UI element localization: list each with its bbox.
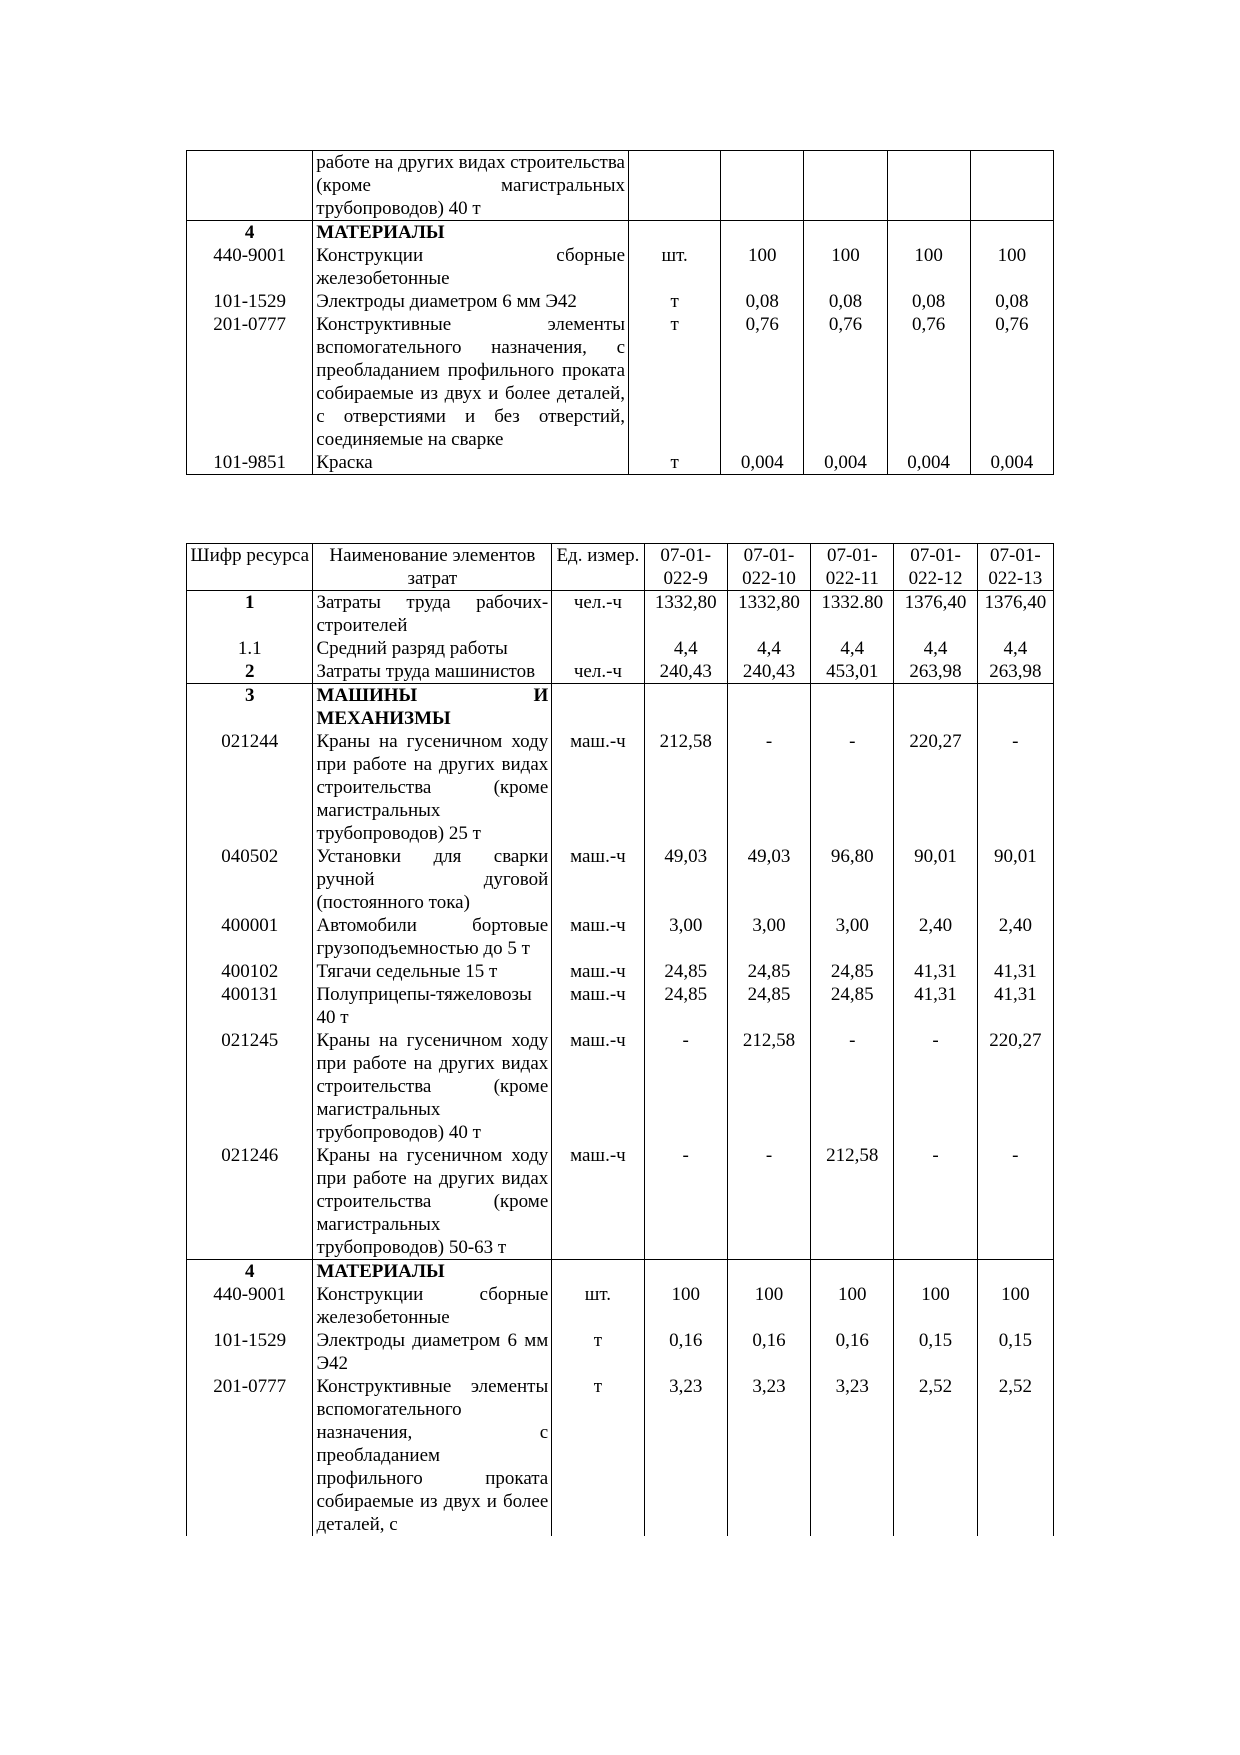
value-cell: 2,52 (977, 1375, 1053, 1536)
header-col-4: 07-01-022-12 (894, 544, 977, 591)
value-cell: 0,004 (887, 451, 970, 475)
unit-of-measure: маш.-ч (552, 960, 644, 983)
value-cell: 100 (644, 1283, 727, 1329)
value-cell: 100 (811, 1283, 894, 1329)
value-cell: 4,4 (894, 637, 977, 660)
table-row (187, 451, 1054, 475)
value-cell: 220,27 (894, 730, 977, 845)
resource-code: 021244 (187, 730, 313, 845)
unit-of-measure: шт. (552, 1283, 644, 1329)
cost-element-name: МАТЕРИАЛЫ (313, 221, 629, 245)
resource-code: 021245 (187, 1029, 313, 1144)
value-cell: 0,76 (887, 313, 970, 451)
value-cell: 0,16 (644, 1329, 727, 1375)
unit-of-measure (629, 151, 721, 221)
value-cell: 96,80 (811, 845, 894, 914)
value-cell: 24,85 (644, 960, 727, 983)
unit-of-measure: т (629, 313, 721, 451)
value-cell (811, 1260, 894, 1284)
cost-element-name: Краны на гусеничном ходу при работе на других видах строительства (кроме магистральных трубопроводов) 50-63 т (313, 1144, 552, 1260)
table-row (187, 960, 1054, 983)
value-cell: - (977, 1144, 1053, 1260)
table-row (187, 290, 1054, 313)
value-cell (887, 221, 970, 245)
table-row (187, 1283, 1054, 1329)
unit-of-measure: чел.-ч (552, 660, 644, 684)
value-cell (804, 221, 887, 245)
value-cell: - (644, 1144, 727, 1260)
cost-element-name: Тягачи седельные 15 т (313, 960, 552, 983)
value-cell: 212,58 (727, 1029, 810, 1144)
value-cell: 24,85 (727, 983, 810, 1029)
unit-of-measure: маш.-ч (552, 845, 644, 914)
value-cell: 24,85 (727, 960, 810, 983)
cost-element-name: Конструктивные элементы вспомогательного назначения, с преобладанием профильного проката собираемые из двух и более деталей, с отверстиями и без отверстий, соединяемые на сварке (313, 313, 629, 451)
cost-element-name: работе на других видах строительства (кроме магистральных трубопроводов) 40 т (313, 151, 629, 221)
value-cell: 4,4 (977, 637, 1053, 660)
value-cell: 212,58 (644, 730, 727, 845)
value-cell: 0,004 (721, 451, 804, 475)
value-cell: 41,31 (894, 983, 977, 1029)
value-cell: 1332,80 (727, 591, 810, 638)
table-row (187, 914, 1054, 960)
header-col-5: 07-01-022-13 (977, 544, 1053, 591)
table-row (187, 151, 1054, 221)
header-col-1: 07-01-022-9 (644, 544, 727, 591)
value-cell: 263,98 (977, 660, 1053, 684)
unit-of-measure: чел.-ч (552, 591, 644, 638)
cost-element-name: Затраты труда машинистов (313, 660, 552, 684)
unit-of-measure (552, 1260, 644, 1284)
value-cell: 2,40 (894, 914, 977, 960)
value-cell: 220,27 (977, 1029, 1053, 1144)
value-cell: 1332,80 (644, 591, 727, 638)
value-cell: 212,58 (811, 1144, 894, 1260)
resource-code: 021246 (187, 1144, 313, 1260)
table-row (187, 845, 1054, 914)
value-cell: 100 (970, 244, 1053, 290)
cost-element-name: Электроды диаметром 6 мм Э42 (313, 1329, 552, 1375)
resource-code: 101-1529 (187, 290, 313, 313)
value-cell: 3,23 (727, 1375, 810, 1536)
table-row (187, 637, 1054, 660)
value-cell: 4,4 (811, 637, 894, 660)
value-cell: 3,00 (644, 914, 727, 960)
cost-element-name: Средний разряд работы (313, 637, 552, 660)
value-cell: 24,85 (811, 960, 894, 983)
value-cell: 2,52 (894, 1375, 977, 1536)
value-cell (644, 684, 727, 731)
header-name: Наименование элементов затрат (313, 544, 552, 591)
value-cell: 0,15 (977, 1329, 1053, 1375)
cost-element-name: Краны на гусеничном ходу при работе на других видах строительства (кроме магистральных трубопроводов) 25 т (313, 730, 552, 845)
value-cell: 100 (894, 1283, 977, 1329)
value-cell (811, 684, 894, 731)
resource-code: 400131 (187, 983, 313, 1029)
header-unit: Ед. измер. (552, 544, 644, 591)
value-cell (977, 684, 1053, 731)
value-cell: 453,01 (811, 660, 894, 684)
cost-element-name: Автомобили бортовые грузоподъемностью до 5 т (313, 914, 552, 960)
unit-of-measure (552, 637, 644, 660)
value-cell: 0,16 (811, 1329, 894, 1375)
value-cell: 41,31 (977, 983, 1053, 1029)
value-cell: - (811, 730, 894, 845)
unit-of-measure: маш.-ч (552, 1144, 644, 1260)
table-row (187, 1144, 1054, 1260)
unit-of-measure: маш.-ч (552, 1029, 644, 1144)
unit-of-measure (552, 684, 644, 731)
resource-cost-table (186, 543, 1054, 1536)
value-cell: - (894, 1029, 977, 1144)
value-cell: 4,4 (727, 637, 810, 660)
value-cell: 1376,40 (977, 591, 1053, 638)
cost-element-name: МАТЕРИАЛЫ (313, 1260, 552, 1284)
unit-of-measure: шт. (629, 244, 721, 290)
value-cell: 0,004 (804, 451, 887, 475)
resource-code: 4 (187, 221, 313, 245)
value-cell: 0,08 (804, 290, 887, 313)
value-cell: 100 (721, 244, 804, 290)
resource-code: 440-9001 (187, 244, 313, 290)
table-header-row (187, 544, 1054, 591)
value-cell: 100 (887, 244, 970, 290)
cost-element-name: Затраты труда рабочих-строителей (313, 591, 552, 638)
value-cell: 100 (804, 244, 887, 290)
value-cell: 0,08 (970, 290, 1053, 313)
resource-code: 201-0777 (187, 313, 313, 451)
cost-element-name: Полуприцепы-тяжеловозы 40 т (313, 983, 552, 1029)
value-cell: 3,00 (811, 914, 894, 960)
resource-code: 1.1 (187, 637, 313, 660)
value-cell: 41,31 (977, 960, 1053, 983)
header-col-3: 07-01-022-11 (811, 544, 894, 591)
value-cell: 263,98 (894, 660, 977, 684)
value-cell: 24,85 (644, 983, 727, 1029)
value-cell: - (727, 730, 810, 845)
header-code: Шифр ресурса (187, 544, 313, 591)
table-row (187, 244, 1054, 290)
resource-code: 2 (187, 660, 313, 684)
value-cell: 1376,40 (894, 591, 977, 638)
value-cell: 0,76 (721, 313, 804, 451)
table-row (187, 730, 1054, 845)
value-cell: 0,76 (804, 313, 887, 451)
value-cell: - (977, 730, 1053, 845)
value-cell (970, 221, 1053, 245)
resource-code: 101-1529 (187, 1329, 313, 1375)
value-cell: 49,03 (644, 845, 727, 914)
unit-of-measure: т (552, 1329, 644, 1375)
cost-element-name: Установки для сварки ручной дуговой (постоянного тока) (313, 845, 552, 914)
value-cell (804, 151, 887, 221)
value-cell: - (644, 1029, 727, 1144)
resource-code: 400102 (187, 960, 313, 983)
value-cell: 49,03 (727, 845, 810, 914)
cost-element-name: Конструкции сборные железобетонные (313, 244, 629, 290)
resource-code: 440-9001 (187, 1283, 313, 1329)
value-cell (970, 151, 1053, 221)
value-cell: 24,85 (811, 983, 894, 1029)
resource-code: 201-0777 (187, 1375, 313, 1536)
value-cell (894, 1260, 977, 1284)
value-cell: 0,004 (970, 451, 1053, 475)
value-cell (721, 221, 804, 245)
unit-of-measure (629, 221, 721, 245)
value-cell: 90,01 (894, 845, 977, 914)
resource-code: 101-9851 (187, 451, 313, 475)
value-cell: 100 (727, 1283, 810, 1329)
value-cell: 1332.80 (811, 591, 894, 638)
value-cell (727, 684, 810, 731)
unit-of-measure: маш.-ч (552, 983, 644, 1029)
value-cell (644, 1260, 727, 1284)
value-cell: - (811, 1029, 894, 1144)
unit-of-measure: т (552, 1375, 644, 1536)
table-row (187, 591, 1054, 638)
header-col-2: 07-01-022-10 (727, 544, 810, 591)
resource-code: 040502 (187, 845, 313, 914)
table-row (187, 1375, 1054, 1536)
value-cell: 240,43 (644, 660, 727, 684)
value-cell (887, 151, 970, 221)
value-cell: 2,40 (977, 914, 1053, 960)
resource-code: 3 (187, 684, 313, 731)
value-cell: 100 (977, 1283, 1053, 1329)
table-row (187, 1029, 1054, 1144)
table-row (187, 684, 1054, 731)
value-cell: - (727, 1144, 810, 1260)
value-cell: 0,16 (727, 1329, 810, 1375)
table-row (187, 1260, 1054, 1284)
materials-table-continued (186, 150, 1054, 475)
value-cell: - (894, 1144, 977, 1260)
value-cell (721, 151, 804, 221)
cost-element-name: Конструктивные элементы вспомогательного назначения, с преобладанием профильного проката собираемые из двух и более деталей, с (313, 1375, 552, 1536)
value-cell: 90,01 (977, 845, 1053, 914)
table-row (187, 983, 1054, 1029)
value-cell: 41,31 (894, 960, 977, 983)
value-cell: 3,00 (727, 914, 810, 960)
unit-of-measure: т (629, 290, 721, 313)
value-cell: 0,08 (721, 290, 804, 313)
resource-code (187, 151, 313, 221)
value-cell: 240,43 (727, 660, 810, 684)
value-cell: 3,23 (811, 1375, 894, 1536)
value-cell: 0,15 (894, 1329, 977, 1375)
table-row (187, 660, 1054, 684)
unit-of-measure: маш.-ч (552, 914, 644, 960)
table-row (187, 221, 1054, 245)
value-cell: 4,4 (644, 637, 727, 660)
unit-of-measure: т (629, 451, 721, 475)
table-row (187, 313, 1054, 451)
value-cell (727, 1260, 810, 1284)
resource-code: 1 (187, 591, 313, 638)
cost-element-name: МАШИНЫ И МЕХАНИЗМЫ (313, 684, 552, 731)
table-row (187, 1329, 1054, 1375)
resource-code: 4 (187, 1260, 313, 1284)
value-cell: 3,23 (644, 1375, 727, 1536)
unit-of-measure: маш.-ч (552, 730, 644, 845)
cost-element-name: Краны на гусеничном ходу при работе на других видах строительства (кроме магистральных трубопроводов) 40 т (313, 1029, 552, 1144)
value-cell (977, 1260, 1053, 1284)
cost-element-name: Краска (313, 451, 629, 475)
cost-element-name: Электроды диаметром 6 мм Э42 (313, 290, 629, 313)
value-cell: 0,76 (970, 313, 1053, 451)
cost-element-name: Конструкции сборные железобетонные (313, 1283, 552, 1329)
value-cell (894, 684, 977, 731)
value-cell: 0,08 (887, 290, 970, 313)
resource-code: 400001 (187, 914, 313, 960)
